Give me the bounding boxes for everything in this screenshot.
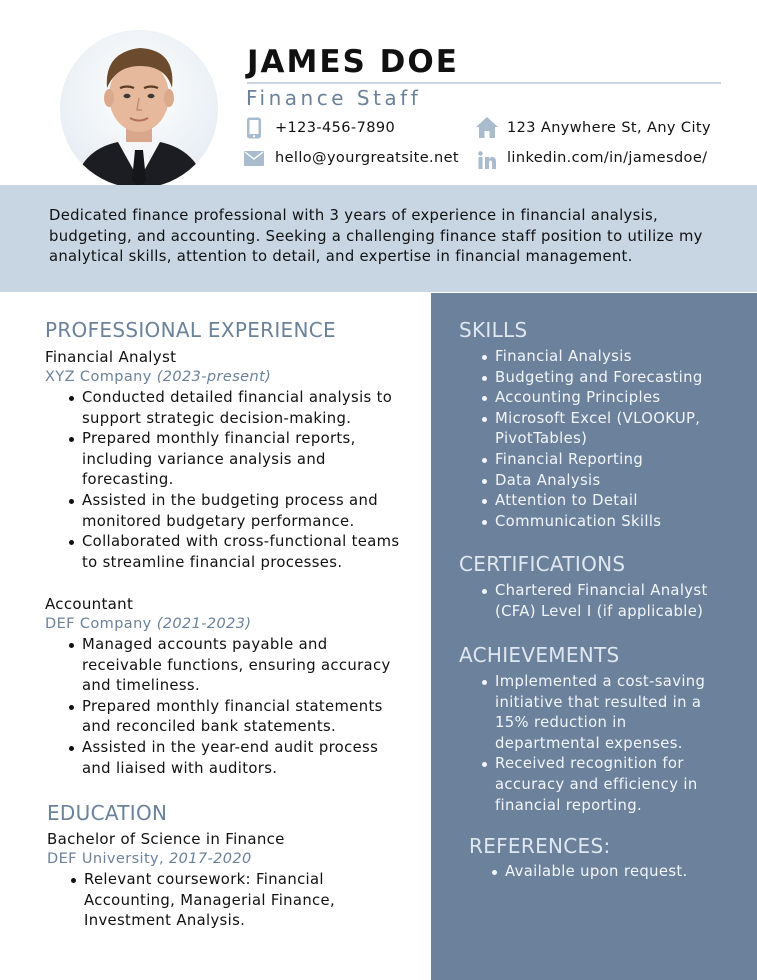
phone-icon <box>246 117 264 135</box>
profile-summary: Dedicated finance professional with 3 years of experience in financial analysis, budgeting, and accounting. Seeking a challenging finance staff position to utilize my analytical skills, attention to detail, and expertise in financial management. <box>49 207 703 266</box>
list-item: Financial Reporting <box>495 450 710 471</box>
certifications-heading: CERTIFICATIONS <box>459 552 626 576</box>
achievements-heading: ACHIEVEMENTS <box>459 643 620 667</box>
list-item: Assisted in the budgeting process and monitored budgetary performance. <box>82 491 402 532</box>
job-title-2: Accountant <box>45 595 134 613</box>
experience-heading: PROFESSIONAL EXPERIENCE <box>45 318 336 342</box>
job-title-1: Financial Analyst <box>45 348 177 366</box>
profile-photo <box>60 30 218 188</box>
school <box>47 851 252 867</box>
list-item: Relevant coursework: Financial Accounting, Managerial Finance, Investment Analysis. <box>84 870 414 932</box>
list-item: Budgeting and Forecasting <box>495 368 710 389</box>
skills-heading: SKILLS <box>459 318 528 342</box>
list-item: Collaborated with cross-functional teams to streamline financial processes. <box>82 532 402 573</box>
candidate-name: JAMES DOE <box>247 44 459 80</box>
linkedin-icon <box>478 151 496 169</box>
achievements-list <box>495 672 727 816</box>
company-name: DEF Company <box>45 616 152 632</box>
list-item: Communication Skills <box>495 512 710 533</box>
references-list <box>505 862 725 883</box>
home-icon <box>476 117 494 135</box>
list-item: Prepared monthly financial reports, including variance analysis and forecasting. <box>82 429 402 491</box>
job-bullets-1 <box>82 388 402 573</box>
education-heading: EDUCATION <box>47 801 168 825</box>
job-dates: (2021-2023) <box>156 616 252 632</box>
name-divider <box>247 82 721 84</box>
list-item: Attention to Detail <box>495 491 710 512</box>
certifications-list <box>495 581 720 622</box>
degree: Bachelor of Science in Finance <box>47 830 285 848</box>
list-item: Available upon request. <box>505 862 725 883</box>
job-company-1 <box>45 369 271 385</box>
list-item: Received recognition for accuracy and efficiency in financial reporting. <box>495 754 727 816</box>
school-years: 2017-2020 <box>169 851 252 867</box>
list-item: Assisted in the year-end audit process and liaised with auditors. <box>82 738 402 779</box>
job-title: Finance Staff <box>246 86 422 110</box>
email-address: hello@yourgreatsite.net <box>275 150 460 166</box>
list-item: Chartered Financial Analyst (CFA) Level I (if applicable) <box>495 581 720 622</box>
email-icon <box>244 151 262 169</box>
skills-list <box>495 347 710 532</box>
job-bullets-2 <box>82 635 402 779</box>
company-name: XYZ Company <box>45 369 152 385</box>
list-item: Prepared monthly financial statements and reconciled bank statements. <box>82 697 402 738</box>
references-heading: REFERENCES: <box>469 834 611 858</box>
list-item: Accounting Principles <box>495 388 710 409</box>
school-name: DEF University, <box>47 851 165 867</box>
education-bullets <box>84 870 414 932</box>
phone-number: +123-456-7890 <box>275 120 396 136</box>
linkedin-url: linkedin.com/in/jamesdoe/ <box>507 150 708 166</box>
job-dates: (2023-present) <box>156 369 272 385</box>
home-address: 123 Anywhere St, Any City <box>507 120 711 136</box>
list-item: Data Analysis <box>495 471 710 492</box>
list-item: Conducted detailed financial analysis to support strategic decision-making. <box>82 388 402 429</box>
job-company-2 <box>45 616 251 632</box>
list-item: Financial Analysis <box>495 347 710 368</box>
list-item: Implemented a cost-saving initiative that resulted in a 15% reduction in departmental expenses. <box>495 672 727 754</box>
list-item: Microsoft Excel (VLOOKUP, PivotTables) <box>495 409 710 450</box>
list-item: Managed accounts payable and receivable functions, ensuring accuracy and timeliness. <box>82 635 402 697</box>
